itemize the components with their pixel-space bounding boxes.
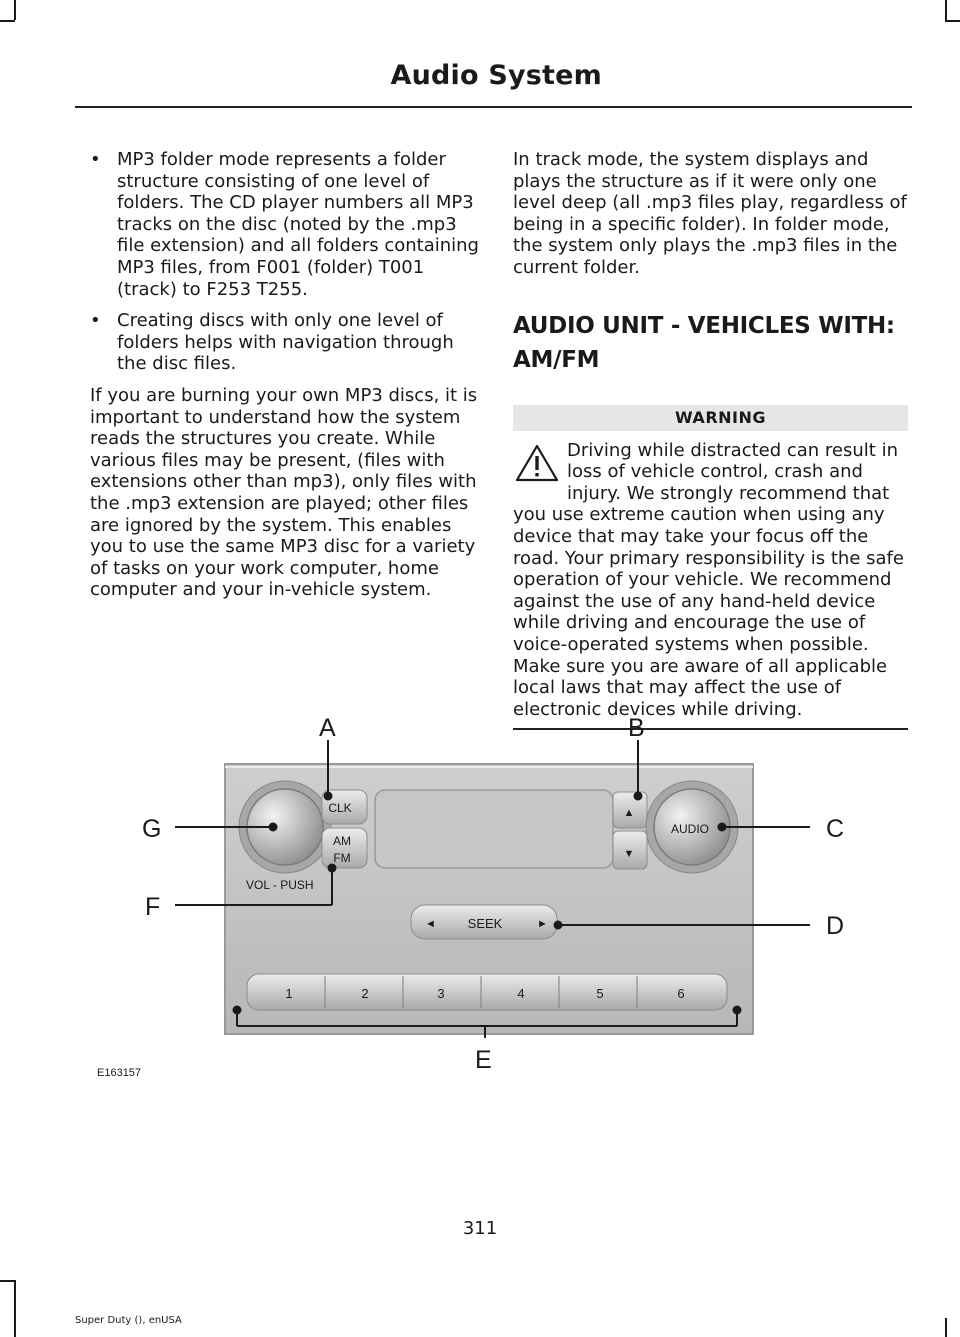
preset-button-3[interactable]: 3 [437, 986, 445, 1001]
display-window [375, 790, 613, 868]
section-heading-line: AUDIO UNIT - VEHICLES WITH: [513, 312, 895, 339]
callout-b: B [628, 714, 645, 742]
preset-button-2[interactable]: 2 [361, 986, 369, 1001]
warning-block [513, 440, 908, 730]
preset-button-1[interactable]: 1 [285, 986, 293, 1001]
figure-code: E163157 [97, 1067, 142, 1079]
audio-unit-figure [75, 700, 915, 1090]
crop-mark [14, 1280, 16, 1337]
section-heading-line: AM/FM [513, 346, 600, 373]
crop-mark [0, 1280, 15, 1282]
bullet-item: • MP3 folder mode represents a folder structure consisting of one level of folders. The CD player numbers all MP3 tracks on the disc (noted by the .mp3 file extension) and all folders containing MP3 files, from F001 (folder) T001 (track) to F253 T255. [90, 149, 480, 300]
left-column [90, 149, 480, 601]
footer-note: Super Duty (), enUSA [75, 1315, 182, 1326]
body-paragraph: If you are burning your own MP3 discs, it is important to understand how the system reads the structures you create. While various files may be present, (files with extensions other than mp3), only files with the .mp3 extension are played; other files are ignored by the system. This enables you to use the same MP3 disc for a variety of tasks on your work computer, home computer and your in-vehicle system. [90, 384, 478, 601]
am-button-label: AM [333, 834, 351, 848]
crop-mark [0, 20, 15, 22]
crop-mark [945, 20, 960, 22]
preset-bar [247, 974, 727, 1010]
bullet-item: • Creating discs with only one level of folders helps with navigation through the disc files. [90, 310, 480, 375]
warning-label: WARNING [513, 405, 908, 431]
crop-mark [945, 1318, 947, 1337]
page-title: Audio System [390, 60, 602, 91]
right-column [513, 149, 908, 730]
callout-e: E [475, 1046, 492, 1074]
audio-knob-label: AUDIO [670, 822, 710, 836]
seek-right-icon: ► [537, 918, 548, 930]
callout-a: A [319, 714, 336, 742]
seek-left-icon: ◄ [425, 918, 436, 930]
preset-button-6[interactable]: 6 [677, 986, 685, 1001]
preset-button-4[interactable]: 4 [517, 986, 525, 1001]
clk-button-label: CLK [328, 801, 352, 815]
warning-text: Driving while distracted can result in loss of vehicle control, crash and injury. We strongly recommend that you use extreme caution when using any device that may take your focus off the road. Your primary responsibility is the safe operation of your vehicle. We recommend against the use of any hand-held device while driving and encourage the use of voice-operated systems when possible. Make sure you are aware of all applicable local laws that may affect the use of electronic devices while driving. [513, 439, 904, 720]
down-arrow-icon: ▼ [623, 848, 635, 860]
header-rule [75, 106, 912, 108]
callout-f: F [145, 893, 161, 921]
fm-button-label: FM [333, 851, 351, 865]
preset-button-5[interactable]: 5 [596, 986, 604, 1001]
crop-mark [14, 0, 16, 20]
section-heading [513, 309, 908, 377]
up-arrow-icon: ▲ [623, 807, 635, 819]
audio-unit-diagram [75, 700, 915, 1090]
seek-button-label: SEEK [467, 916, 503, 931]
callout-c: C [826, 815, 845, 843]
callout-g: G [142, 815, 162, 843]
page-number: 311 [462, 1218, 498, 1239]
vol-push-label: VOL - PUSH [246, 878, 314, 892]
body-paragraph: In track mode, the system displays and plays the structure as if it were only one level deep (all .mp3 files play, regardless of being in a specific folder). In folder mode, the system only plays the .mp3 files in the current folder. [513, 149, 907, 278]
callout-d: D [826, 912, 845, 940]
crop-mark [945, 0, 947, 20]
warning-triangle-icon [513, 440, 567, 486]
